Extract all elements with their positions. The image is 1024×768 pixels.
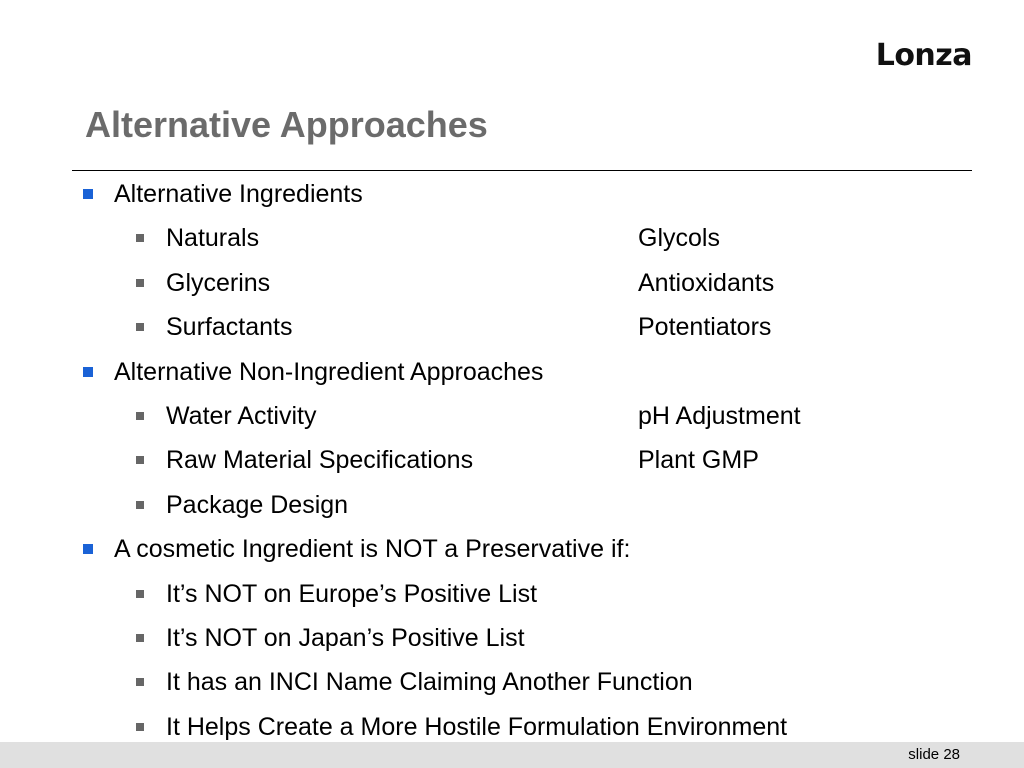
section-heading-row bbox=[0, 172, 1024, 216]
list-item-left: It has an INCI Name Claiming Another Function bbox=[166, 668, 693, 697]
list-item-left: Package Design bbox=[166, 490, 349, 519]
list-item-right: Potentiators bbox=[638, 313, 772, 342]
list-item bbox=[0, 483, 1024, 527]
square-bullet-icon bbox=[136, 279, 144, 287]
list-item-left: Glycerins bbox=[166, 268, 271, 297]
square-bullet-icon bbox=[136, 234, 144, 242]
list-item bbox=[0, 261, 1024, 305]
title-divider bbox=[72, 170, 972, 171]
list-item bbox=[0, 438, 1024, 482]
list-item-left: Surfactants bbox=[166, 313, 293, 342]
square-bullet-icon bbox=[83, 367, 93, 377]
square-bullet-icon bbox=[136, 590, 144, 598]
list-item bbox=[0, 394, 1024, 438]
square-bullet-icon bbox=[83, 544, 93, 554]
list-item bbox=[0, 616, 1024, 660]
section-heading: Alternative Ingredients bbox=[114, 180, 363, 208]
square-bullet-icon bbox=[136, 501, 144, 509]
square-bullet-icon bbox=[136, 723, 144, 731]
list-item bbox=[0, 572, 1024, 616]
list-item bbox=[0, 305, 1024, 349]
section-heading: Alternative Non-Ingredient Approaches bbox=[114, 357, 544, 386]
list-item bbox=[0, 660, 1024, 704]
list-item-right: Plant GMP bbox=[638, 446, 759, 475]
list-item-left: Water Activity bbox=[166, 401, 317, 430]
square-bullet-icon bbox=[136, 456, 144, 464]
list-item-left: It’s NOT on Europe’s Positive List bbox=[166, 579, 538, 608]
bullet-list bbox=[0, 172, 1024, 749]
list-item-right: pH Adjustment bbox=[638, 401, 801, 430]
lonza-logo: Lonza bbox=[875, 38, 972, 73]
list-item-left: Raw Material Specifications bbox=[166, 446, 474, 475]
section-heading-row bbox=[0, 350, 1024, 394]
square-bullet-icon bbox=[136, 323, 144, 331]
section-heading-row bbox=[0, 527, 1024, 571]
list-item-right: Antioxidants bbox=[638, 268, 775, 297]
slide-number: slide 28 bbox=[908, 746, 960, 763]
list-item-right: Glycols bbox=[638, 224, 720, 253]
page-title: Alternative Approaches bbox=[85, 104, 488, 145]
square-bullet-icon bbox=[136, 678, 144, 686]
list-item bbox=[0, 216, 1024, 260]
square-bullet-icon bbox=[136, 634, 144, 642]
square-bullet-icon bbox=[136, 412, 144, 420]
section-heading: A cosmetic Ingredient is NOT a Preservative if: bbox=[114, 535, 631, 564]
footer-bar bbox=[0, 742, 1024, 768]
list-item-left: It Helps Create a More Hostile Formulation Environment bbox=[166, 712, 788, 741]
list-item-left: Naturals bbox=[166, 224, 260, 253]
list-item-left: It’s NOT on Japan’s Positive List bbox=[166, 623, 525, 652]
square-bullet-icon bbox=[83, 189, 93, 199]
